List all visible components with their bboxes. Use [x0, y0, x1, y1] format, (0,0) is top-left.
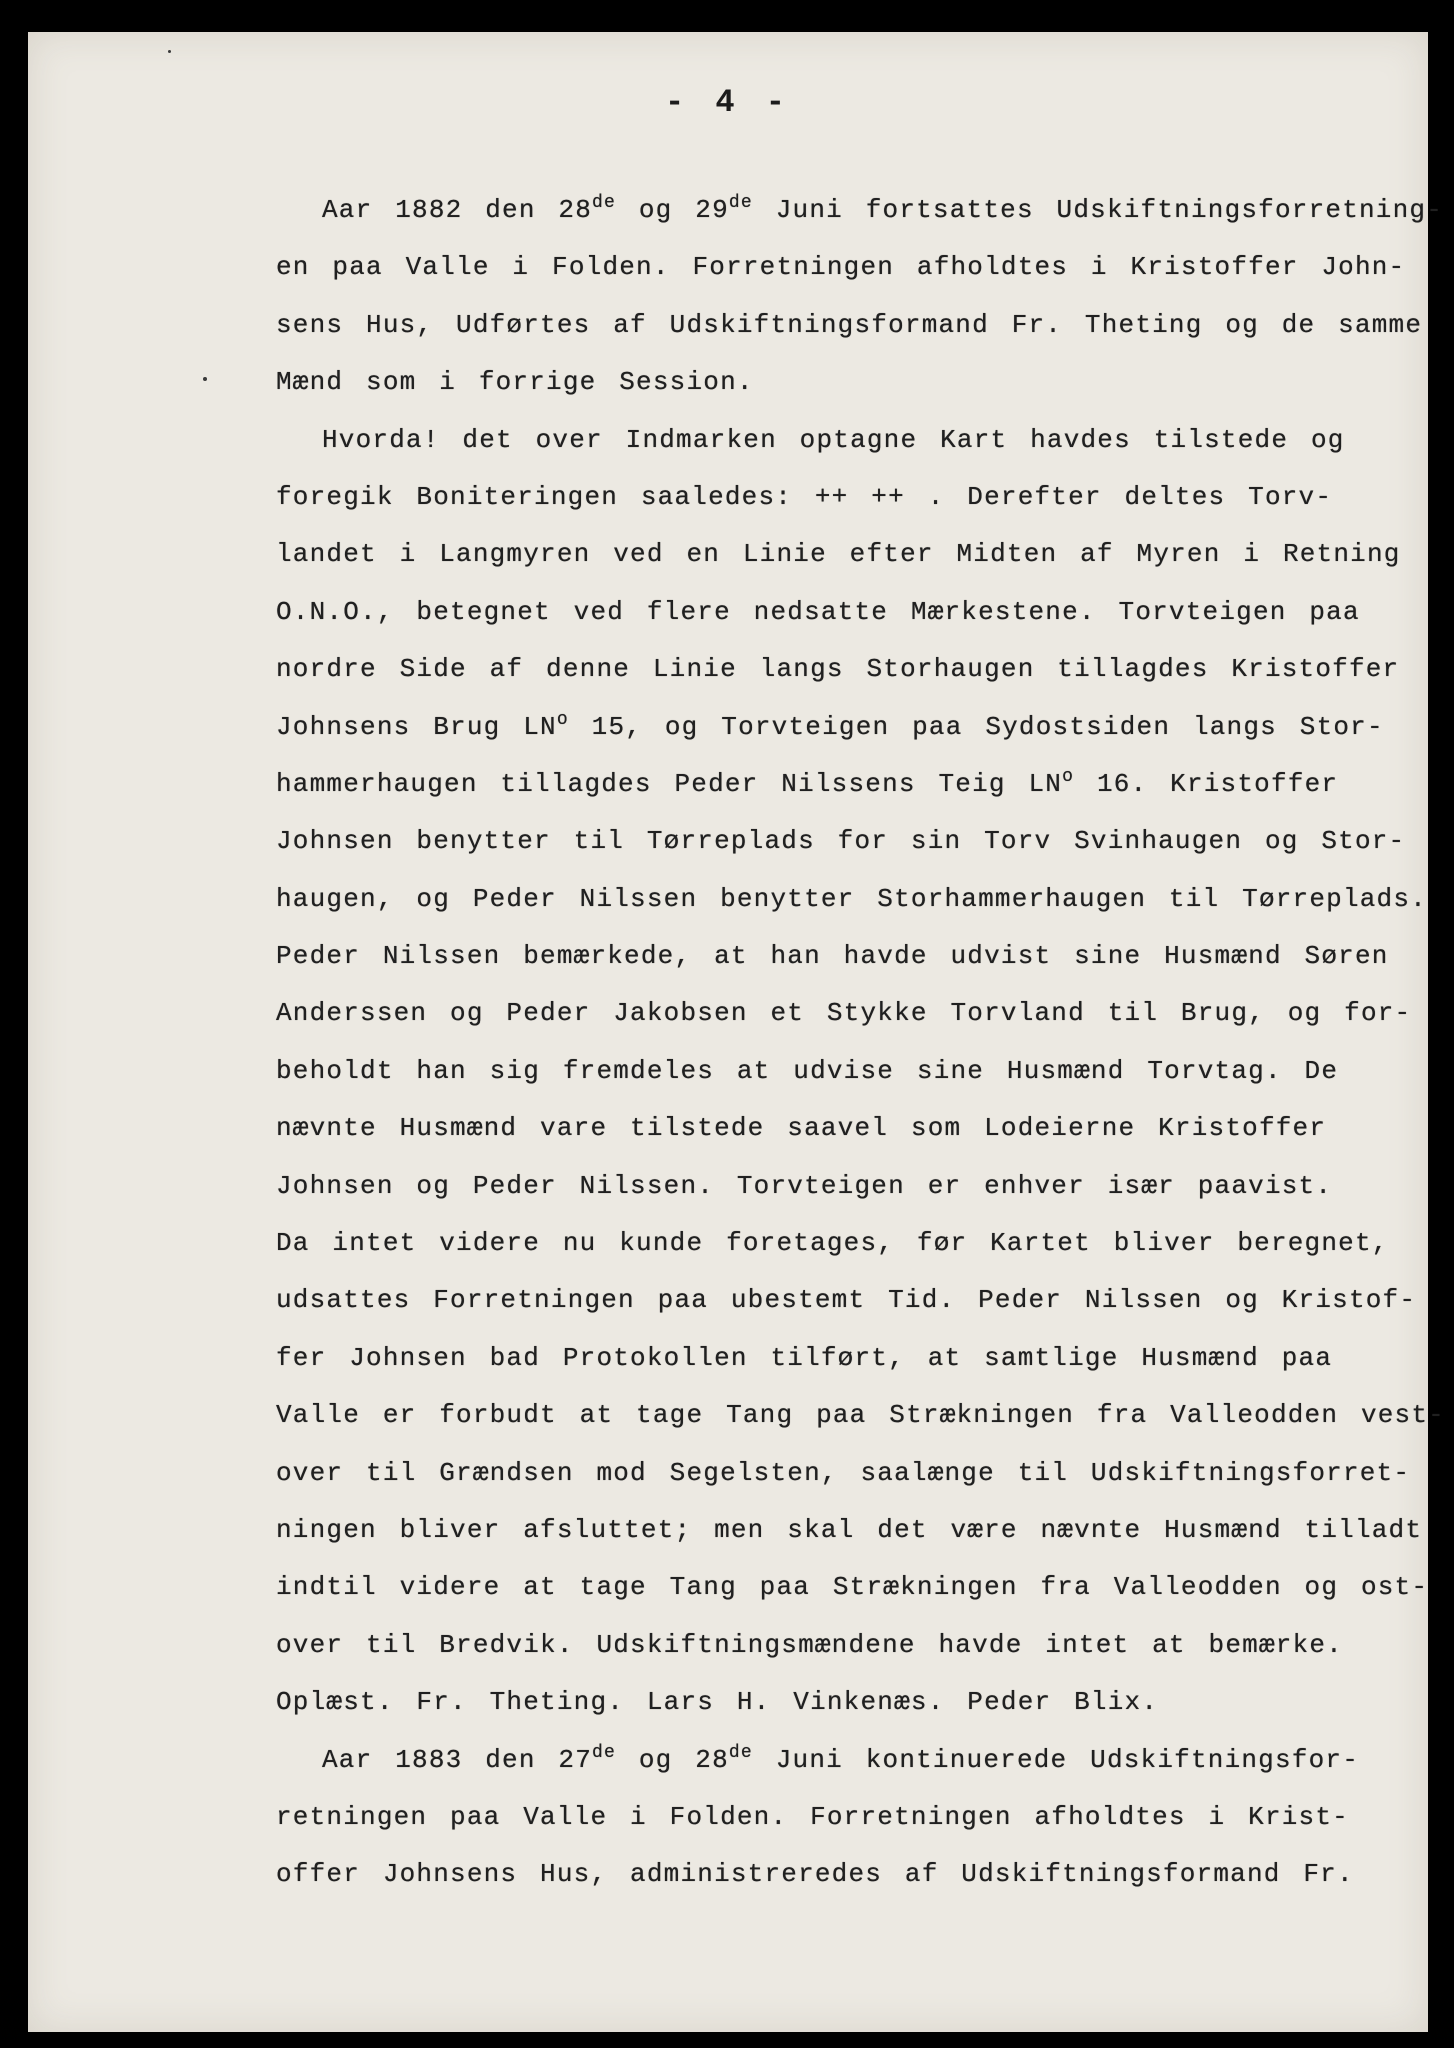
text-line	[276, 985, 1416, 1042]
superscript: o	[556, 709, 569, 730]
text-line	[276, 1387, 1445, 1444]
text-segment: O.N.O., betegnet ved flere nedsatte Mærkestene. Torvteigen paa	[276, 596, 1360, 627]
text-segment: over til Grændsen mod Segelsten, saalænge til Udskiftningsforret-	[276, 1457, 1411, 1488]
text-segment: 15, og Torvteigen paa Sydostsiden langs Stor-	[568, 711, 1384, 742]
text-segment: Anderssen og Peder Jakobsen et Stykke Torvland til Brug, og for-	[276, 998, 1412, 1029]
text-line	[276, 1559, 1429, 1616]
text-segment: indtil videre at tage Tang paa Strækningen fra Valleodden og ost-	[276, 1572, 1429, 1603]
text-segment: Valle er forbudt at tage Tang paa Strækningen fra Valleodden vest-	[276, 1400, 1445, 1431]
ink-speck	[203, 377, 207, 381]
text-line	[276, 1502, 1423, 1559]
text-segment: nævnte Husmænd vare tilstede saavel som Lodeierne Kristoffer	[276, 1113, 1327, 1144]
document-page	[28, 32, 1445, 2032]
text-line	[276, 239, 1416, 296]
text-segment: over til Bredvik. Udskiftningsmændene havde intet at bemærke.	[276, 1629, 1343, 1660]
superscript: o	[1062, 766, 1075, 787]
text-segment: hammerhaugen tillagdes Peder Nilssens Teig LN	[276, 768, 1063, 799]
text-line	[276, 354, 1416, 411]
body-text	[276, 182, 1445, 1904]
text-line	[276, 1732, 1416, 1789]
text-segment: Aar 1882 den 28	[322, 195, 593, 225]
text-segment: Mænd som i forrige Session.	[276, 367, 754, 398]
text-line	[276, 584, 1416, 641]
text-segment: og 28	[616, 1744, 729, 1775]
text-line	[276, 1043, 1416, 1100]
text-segment: Da intet videre nu kunde foretages, før Kartet bliver beregnet,	[276, 1228, 1389, 1259]
text-segment: en paa Valle i Folden. Forretningen afholdtes i Kristoffer John-	[276, 252, 1406, 283]
text-line	[276, 1846, 1416, 1903]
text-line	[276, 1445, 1416, 1502]
text-line	[276, 182, 1444, 239]
text-segment: ningen bliver afsluttet; men skal det være nævnte Husmænd tilladt	[276, 1514, 1423, 1545]
superscript: de	[728, 1742, 753, 1763]
text-segment: landet i Langmyren ved en Linie efter Midten af Myren i Retning	[276, 539, 1401, 570]
text-segment: Aar 1883 den 27	[322, 1744, 593, 1775]
text-line	[276, 871, 1427, 928]
superscript: de	[592, 1742, 617, 1763]
text-segment: Hvorda! det over Indmarken optagne Kart havdes tilstede og	[322, 424, 1345, 455]
text-line	[276, 526, 1416, 583]
text-segment: Johnsens Brug LN	[276, 711, 557, 742]
text-segment: og 29	[616, 195, 729, 225]
text-line	[276, 928, 1416, 985]
text-segment: foregik Boniteringen saaledes: ++ ++ . Derefter deltes Torv-	[276, 481, 1333, 512]
text-segment: beholdt han sig fremdeles at udvise sine Husmænd Torvtag. De	[276, 1055, 1339, 1086]
text-segment: udsattes Forretningen paa ubestemt Tid. Peder Nilssen og Kristof-	[276, 1285, 1417, 1316]
text-segment: Peder Nilssen bemærkede, at han havde udvist sine Husmænd Søren	[276, 941, 1389, 972]
text-line	[276, 813, 1416, 870]
text-segment: offer Johnsens Hus, administreredes af Udskiftningsformand Fr.	[276, 1859, 1354, 1890]
superscript: de	[592, 193, 617, 213]
superscript: de	[728, 193, 753, 213]
text-segment: fer Johnsen bad Protokollen tilført, at samtlige Husmænd paa	[276, 1342, 1333, 1373]
text-line	[276, 1215, 1416, 1272]
text-segment: retningen paa Valle i Folden. Forretningen afholdtes i Krist-	[276, 1801, 1349, 1832]
text-line	[276, 1617, 1416, 1674]
ink-speck	[168, 50, 171, 53]
text-line	[276, 1674, 1416, 1731]
text-line	[276, 1789, 1416, 1846]
text-segment: Johnsen benytter til Tørreplads for sin Torv Svinhaugen og Stor-	[276, 826, 1406, 857]
text-segment: 16. Kristoffer	[1074, 768, 1339, 799]
text-line	[276, 1330, 1416, 1387]
text-segment: nordre Side af denne Linie langs Storhaugen tillagdes Kristoffer	[276, 654, 1400, 685]
page-number: - 4 -	[664, 84, 791, 121]
text-line	[276, 297, 1423, 354]
text-line	[276, 469, 1416, 526]
text-segment: Juni kontinuerede Udskiftningsfor-	[752, 1744, 1359, 1775]
text-line	[276, 699, 1416, 756]
text-segment: sens Hus, Udførtes af Udskiftningsformand Fr. Theting og de samme	[276, 309, 1423, 340]
text-line	[276, 412, 1416, 469]
text-line	[276, 1272, 1416, 1329]
text-segment: Juni fortsattes Udskiftningsforretning-	[752, 195, 1444, 225]
text-segment: Oplæst. Fr. Theting. Lars H. Vinkenæs. Peder Blix.	[276, 1687, 1159, 1718]
text-segment: haugen, og Peder Nilssen benytter Storhammerhaugen til Tørreplads.	[276, 883, 1427, 914]
text-line	[276, 1100, 1416, 1157]
text-line	[276, 641, 1416, 698]
text-segment: Johnsen og Peder Nilssen. Torvteigen er enhver især paavist.	[276, 1170, 1333, 1201]
text-line	[276, 1158, 1416, 1215]
text-line	[276, 756, 1416, 813]
